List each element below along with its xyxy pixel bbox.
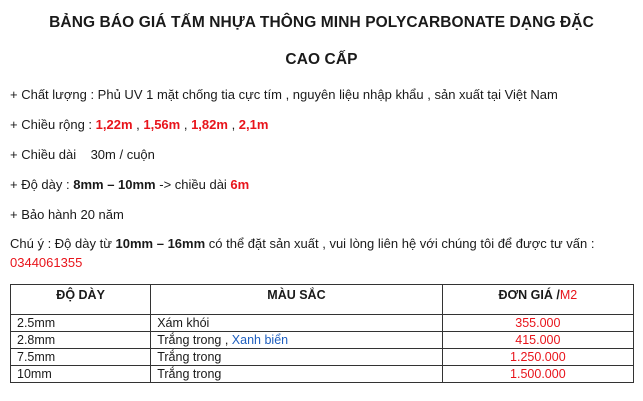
row-color-extra: Xanh biển	[231, 333, 289, 347]
header-price-label: ĐƠN GIÁ /	[498, 288, 560, 302]
width-value: 2,1m	[238, 117, 269, 132]
note-prefix: Chú ý : Độ dày từ	[10, 236, 116, 251]
page-title: BẢNG BÁO GIÁ TẤM NHỰA THÔNG MINH POLYCARBONATE DẠNG ĐẶC	[49, 14, 594, 31]
row-thickness: 10mm	[11, 366, 151, 383]
spec-width: + Chiều rộng : 1,22m , 1,56m , 1,82m , 2,1m	[10, 117, 269, 132]
note-suffix: có thể đặt sản xuất , vui lòng liên hệ với chúng tôi để được tư vấn :	[205, 236, 595, 251]
note-range: 10mm – 16mm	[115, 236, 206, 251]
row-thickness: 2.8mm	[11, 332, 151, 349]
spec-thickness-label: + Độ dày :	[10, 177, 74, 192]
row-price: 415.000	[442, 332, 633, 349]
row-color-text: Trắng trong	[157, 367, 222, 381]
spec-warranty: + Bảo hành 20 năm	[10, 207, 124, 222]
header-price-unit: M2	[559, 288, 578, 302]
width-value: 1,82m	[191, 117, 228, 132]
table-row	[11, 332, 634, 349]
header-thickness: ĐỘ DÀY	[11, 285, 151, 315]
contact-phone: 0344061355	[10, 255, 83, 270]
table-header-row	[11, 285, 634, 315]
thickness-range: 8mm – 10mm	[73, 177, 156, 192]
table-row	[11, 315, 634, 332]
row-color	[151, 366, 442, 383]
width-value: 1,22m	[95, 117, 133, 132]
row-color-text: Xám khói	[157, 316, 210, 330]
width-value: 1,56m	[143, 117, 181, 132]
row-price: 1.500.000	[442, 366, 633, 383]
table-row	[11, 349, 634, 366]
header-color: MÀU SẮC	[151, 285, 442, 315]
note	[10, 236, 594, 251]
spec-thickness	[10, 177, 249, 192]
row-price: 1.250.000	[442, 349, 633, 366]
thickness-length: 6m	[230, 177, 250, 192]
spec-width-label: + Chiều rộng :	[10, 117, 96, 132]
page-title-continued: CAO CẤP	[285, 51, 358, 68]
row-price: 355.000	[442, 315, 633, 332]
row-thickness: 2.5mm	[11, 315, 151, 332]
row-color	[151, 315, 442, 332]
row-color	[151, 332, 442, 349]
spec-quality: + Chất lượng : Phủ UV 1 mặt chống tia cực tím , nguyên liệu nhập khẩu , sản xuất tại Việt Nam	[10, 87, 558, 102]
row-color-text: Trắng trong ,	[157, 333, 232, 347]
table-row	[11, 366, 634, 383]
price-table	[10, 284, 634, 383]
header-price	[442, 285, 633, 315]
thickness-mid: -> chiều dài	[155, 177, 231, 192]
row-thickness: 7.5mm	[11, 349, 151, 366]
row-color-text: Trắng trong	[157, 350, 222, 364]
row-color	[151, 349, 442, 366]
spec-length: + Chiều dài 30m / cuộn	[10, 147, 155, 162]
